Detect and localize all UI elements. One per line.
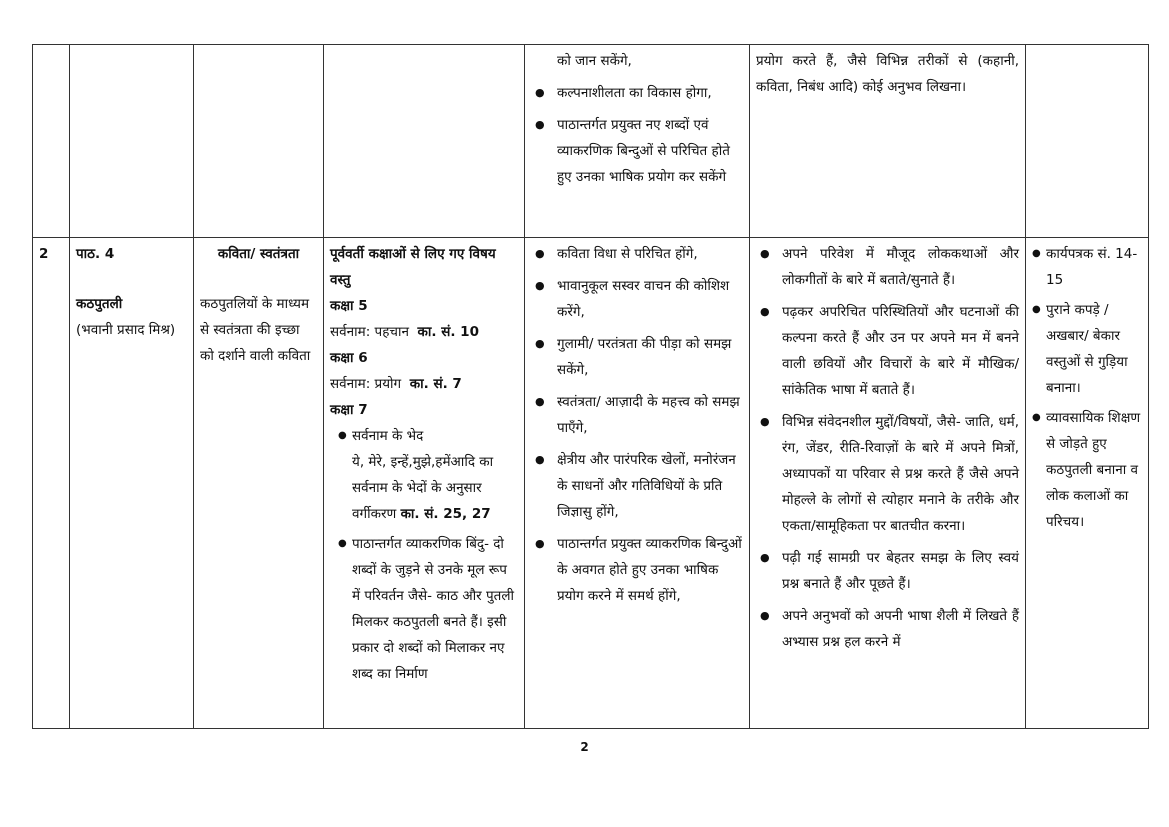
objective-item: ● गुलामी/ परतंत्रता की पीड़ा को समझ सकेंगे, (531, 331, 743, 383)
class-6-line (330, 371, 518, 397)
resources-cell (1026, 45, 1149, 238)
grammar-point (338, 423, 518, 527)
sno-cell (33, 45, 70, 238)
class-5-label: कक्षा 5 (330, 298, 368, 314)
outcome-item: ● अपने परिवेश में मौजूद लोककथाओं और लोकगीतों के बारे में बताते/सुनाते हैं। (756, 241, 1019, 293)
sno-cell (33, 238, 70, 729)
class-5-ref: का. सं. 10 (417, 324, 479, 340)
outcome-text: प्रयोग करते हैं, जैसे विभिन्न तरीकों से (कहानी, कविता, निबंध आदि) कोई अनुभव लिखना। (756, 53, 1019, 95)
theme-cell (194, 45, 324, 238)
objective-item: ● कल्पनाशीलता का विकास होगा, (531, 80, 743, 106)
class-6-label: कक्षा 6 (330, 350, 368, 366)
outcomes-cell (750, 45, 1026, 238)
grammar-point-ref: का. सं. 25, 27 (400, 506, 491, 522)
objective-item: ● क्षेत्रीय और पारंपरिक खेलों, मनोरंजन के साधनों और गतिविधियों के प्रति जिज्ञासु होंगे, (531, 447, 743, 525)
outcome-item: ● पढ़कर अपरिचित परिस्थितियों और घटनाओं की कल्पना करते हैं और उन पर अपने मन में बनने वाली छवियों और विचारों के बारे में मौखिक/सांकेतिक भाषा में बताते हैं। (756, 299, 1019, 403)
resource-item: ● कार्यपत्रक सं. 14-15 (1032, 241, 1142, 293)
theme-title: कविता/ स्वतंत्रता (217, 246, 300, 262)
table-row-lesson-4 (33, 238, 1149, 729)
objective-item: ● पाठान्तर्गत प्रयुक्त व्याकरणिक बिन्दुओं के अवगत होते हुए उनका भाषिक प्रयोग करने में समर्थ होंगे, (531, 531, 743, 609)
objectives-cell (525, 45, 750, 238)
grammar-cell (324, 238, 525, 729)
objective-item: ● कविता विधा से परिचित होंगे, (531, 241, 743, 267)
grammar-point-text: ये, मेरे, इन्हें,मुझे,हमेंआदि का सर्वनाम के भेदों के अनुसार वर्गीकरण (352, 454, 494, 522)
class-5-line (330, 319, 518, 345)
lesson-cell (70, 45, 194, 238)
lesson-title: कठपुतली (76, 296, 123, 312)
class-6-ref: का. सं. 7 (409, 376, 462, 392)
theme-cell (194, 238, 324, 729)
serial-number: 2 (39, 246, 49, 262)
class-7-label: कक्षा 7 (330, 402, 368, 418)
outcomes-cell (750, 238, 1026, 729)
grammar-point-title: ● सर्वनाम के भेद (352, 428, 424, 444)
page-number: 2 (580, 740, 589, 754)
curriculum-table (32, 44, 1149, 729)
objective-item: ● भावानुकूल सस्वर वाचन की कोशिश करेंगे, (531, 273, 743, 325)
lesson-cell (70, 238, 194, 729)
lesson-number: पाठ. 4 (76, 246, 115, 262)
outcome-item: ● पढ़ी गई सामग्री पर बेहतर समझ के लिए स्वयं प्रश्न बनाते हैं और पूछते हैं। (756, 545, 1019, 597)
objective-item: ● पाठान्तर्गत प्रयुक्त नए शब्दों एवं व्याकरणिक बिन्दुओं से परिचित होते हुए उनका भाषिक प्रयोग कर सकेंगे (531, 112, 743, 190)
grammar-points (338, 423, 518, 687)
table-row-continued (33, 45, 1149, 238)
class-5-topic: सर्वनाम: पहचान (330, 324, 409, 340)
outcome-item: ● अपने अनुभवों को अपनी भाषा शैली में लिखते हैं अभ्यास प्रश्न हल करने में (756, 603, 1019, 655)
resource-item: ● पुराने कपड़े / अखबार/ बेकार वस्तुओं से गुड़िया बनाना। (1032, 297, 1142, 401)
theme-description: कठपुतलियों के माध्यम से स्वतंत्रता की इच्छा को दर्शाने वाली कविता (200, 296, 311, 364)
grammar-point: ● पाठान्तर्गत व्याकरणिक बिंदु- दो शब्दों के जुड़ने से उनके मूल रूप में परिवर्तन जैसे- काठ और पुतली मिलकर कठपुतली बनते हैं। इसी प्रकार दो शब्दों को मिलाकर नए शब्द का निर्माण (338, 531, 518, 687)
class-6-topic: सर्वनाम: प्रयोग (330, 376, 402, 392)
objective-item: को जान सकेंगे, (557, 53, 632, 69)
lesson-author: (भवानी प्रसाद मिश्र) (76, 322, 176, 338)
resource-item: ● व्यावसायिक शिक्षण से जोड़ते हुए कठपुतली बनाना व लोक कलाओं का परिचय। (1032, 405, 1142, 535)
resources-cell (1026, 238, 1149, 729)
outcome-item: ● विभिन्न संवेदनशील मुद्दों/विषयों, जैसे- जाति, धर्म, रंग, जेंडर, रीति-रिवाज़ों के बारे में अपने मित्रों, अध्यापकों या परिवार से प्रश्न करते हैं जैसे अपने मोहल्ले के लोगों से त्योहार मनाने के तरीके और एकता/सामूहिकता पर बातचीत करना। (756, 409, 1019, 539)
grammar-heading: पूर्ववर्ती कक्षाओं से लिए गए विषय वस्तु (330, 246, 496, 288)
objectives-cell (525, 238, 750, 729)
objective-item: ● स्वतंत्रता/ आज़ादी के महत्त्व को समझ पाएँगे, (531, 389, 743, 441)
grammar-cell (324, 45, 525, 238)
